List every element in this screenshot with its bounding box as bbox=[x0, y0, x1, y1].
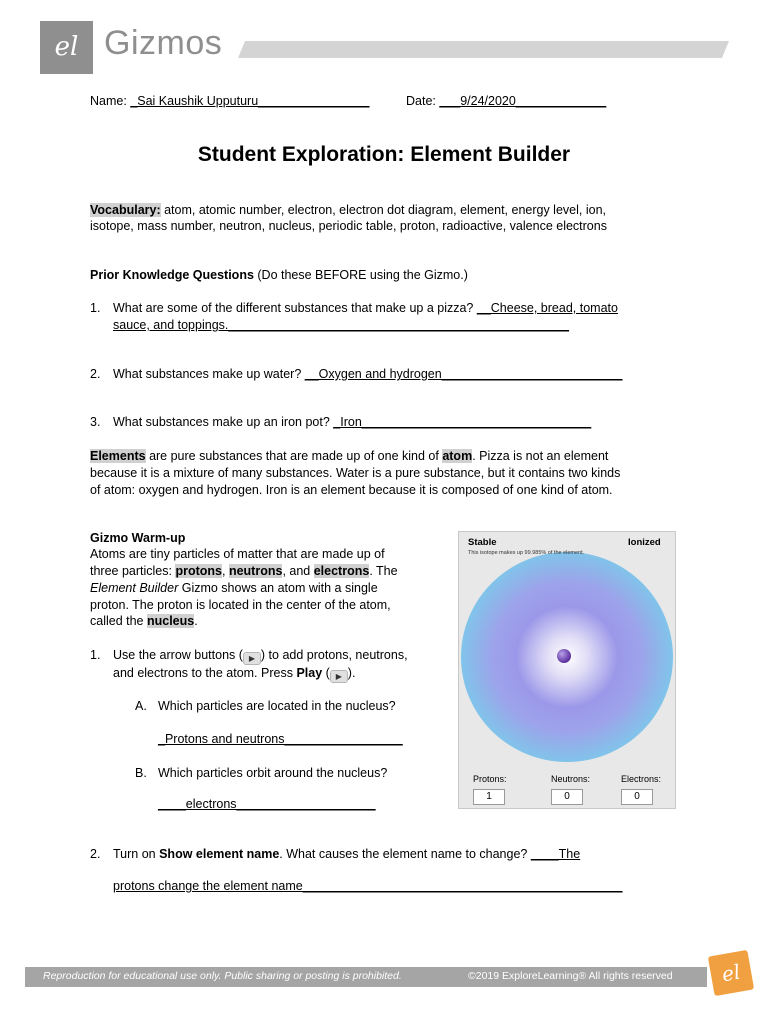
elements-para-line-2: because it is a mixture of many substances. Water is a pure substance, but it contains two kinds bbox=[90, 466, 621, 480]
term-protons: protons bbox=[175, 564, 222, 578]
prior-q2-line bbox=[113, 366, 622, 383]
elements-para-line-3: of atom: oxygen and hydrogen. Iron is an element because it is composed of one kind of atom. bbox=[90, 483, 613, 497]
brand-logo bbox=[40, 21, 93, 74]
term-elements: Elements bbox=[90, 449, 146, 463]
warmup-qa-letter: A. bbox=[135, 699, 147, 713]
ionized-label: Ionized bbox=[628, 537, 661, 548]
warmup-q1-l1b: ) to add protons, neutrons, bbox=[260, 648, 408, 662]
vocabulary-terms-2: isotope, mass number, neutron, nucleus, periodic table, proton, radioactive, valence electrons bbox=[90, 219, 607, 233]
warmup-line-2 bbox=[90, 563, 398, 580]
elements-text-2: . Pizza is not an element bbox=[472, 449, 609, 463]
isotope-note: This isotope makes up 99.985% of the element. bbox=[468, 550, 585, 556]
warmup-q1-l2a: and electrons to the atom. Press bbox=[113, 666, 297, 680]
badge-text: el bbox=[719, 959, 743, 987]
warmup-l3b: Gizmo shows an atom with a single bbox=[178, 581, 378, 595]
prior-q1-line-1 bbox=[113, 300, 618, 317]
warmup-q2-num: 2. bbox=[90, 847, 101, 861]
explorelearning-badge-icon bbox=[708, 950, 754, 996]
vocabulary-line-1 bbox=[90, 202, 606, 219]
protons-value: 1 bbox=[473, 789, 505, 805]
neutrons-value: 0 bbox=[551, 789, 583, 805]
warmup-q1-num: 1. bbox=[90, 648, 101, 662]
show-element-name-label: Show element name bbox=[159, 847, 280, 861]
warmup-heading-text: Gizmo Warm-up bbox=[90, 531, 186, 545]
prior-q1-num: 1. bbox=[90, 301, 101, 315]
warmup-l2b: . The bbox=[369, 564, 398, 578]
elements-text-1: are pure substances that are made up of one kind of bbox=[145, 449, 443, 463]
name-label: Name: bbox=[90, 94, 127, 108]
warmup-qb-text: Which particles orbit around the nucleus? bbox=[158, 766, 388, 780]
play-button-icon: ▶ bbox=[330, 670, 348, 683]
warmup-qb-letter: B. bbox=[135, 766, 147, 780]
prior-q3-line bbox=[113, 414, 591, 431]
warmup-line-3 bbox=[90, 580, 378, 597]
prior-heading: Prior Knowledge Questions bbox=[90, 268, 254, 282]
electrons-value: 0 bbox=[621, 789, 653, 805]
footer-bar bbox=[25, 967, 707, 987]
prior-q3-num: 3. bbox=[90, 415, 101, 429]
elements-para-line-1 bbox=[90, 448, 608, 465]
vocabulary-label: Vocabulary: bbox=[90, 203, 161, 217]
arrow-button-icon: ▶ bbox=[243, 652, 261, 665]
warmup-q2-answer-1: ____The bbox=[530, 847, 581, 861]
prior-q1-text: What are some of the different substances that make up a pizza? bbox=[113, 301, 474, 315]
prior-q2-answer: __Oxygen and hydrogen__________________________ bbox=[304, 367, 623, 381]
warmup-qb-answer: ____electrons____________________ bbox=[158, 797, 376, 811]
warmup-q2-line-1 bbox=[113, 846, 580, 863]
warmup-and: , and bbox=[282, 564, 314, 578]
warmup-q1-l1a: Use the arrow buttons ( bbox=[113, 648, 243, 662]
warmup-qa-answer: _Protons and neutrons_________________ bbox=[158, 732, 403, 746]
warmup-qa-text: Which particles are located in the nucleus? bbox=[158, 699, 396, 713]
prior-note: (Do these BEFORE using the Gizmo.) bbox=[253, 268, 468, 282]
prior-q2-text: What substances make up water? bbox=[113, 367, 302, 381]
vocabulary-terms-1: atom, atomic number, electron, electron dot diagram, element, energy level, ion, bbox=[160, 203, 606, 217]
warmup-q1-line-1 bbox=[113, 647, 408, 665]
neutrons-label: Neutrons: bbox=[551, 774, 591, 784]
prior-q2-num: 2. bbox=[90, 367, 101, 381]
page-title: Student Exploration: Element Builder bbox=[197, 143, 571, 166]
warmup-line-1: Atoms are tiny particles of matter that are made up of bbox=[90, 547, 385, 561]
play-label: Play bbox=[296, 666, 323, 680]
date-line bbox=[406, 94, 606, 108]
date-value: ___9/24/2020_____________ bbox=[439, 94, 607, 108]
term-atom: atom bbox=[442, 449, 473, 463]
date-label: Date: bbox=[406, 94, 436, 108]
name-value: _Sai Kaushik Upputuru________________ bbox=[130, 94, 370, 108]
warmup-q2-a: Turn on bbox=[113, 847, 160, 861]
footer-disclaimer: Reproduction for educational use only. Public sharing or posting is prohibited. bbox=[43, 970, 402, 982]
proton-particle bbox=[557, 649, 571, 663]
name-line bbox=[90, 94, 369, 108]
footer-copyright: ©2019 ExploreLearning® All rights reserved bbox=[468, 970, 673, 982]
prior-q1-answer-1: __Cheese, bread, tomato bbox=[476, 301, 618, 315]
warmup-q2-b: . What causes the element name to change? bbox=[279, 847, 531, 861]
prior-q3-answer: _Iron_________________________________ bbox=[333, 415, 592, 429]
warmup-l5a: called the bbox=[90, 614, 147, 628]
header-bar bbox=[238, 41, 729, 58]
prior-heading-line bbox=[90, 267, 468, 284]
warmup-q1-l2c: ). bbox=[347, 666, 356, 680]
warmup-heading bbox=[90, 530, 185, 547]
brand-name: Gizmos bbox=[104, 24, 223, 62]
warmup-l5b: . bbox=[194, 614, 198, 628]
term-electrons: electrons bbox=[313, 564, 370, 578]
gizmo-name-italic: Element Builder bbox=[90, 581, 179, 595]
stable-label: Stable bbox=[468, 537, 497, 548]
warmup-q1-l2b: ( bbox=[322, 666, 330, 680]
prior-q3-text: What substances make up an iron pot? bbox=[113, 415, 330, 429]
logo-text: el bbox=[54, 32, 79, 62]
warmup-line-4: proton. The proton is located in the center of the atom, bbox=[90, 598, 391, 612]
protons-label: Protons: bbox=[473, 774, 507, 784]
warmup-q2-answer-2: protons change the element name______________________________________________ bbox=[113, 879, 623, 893]
term-neutrons: neutrons bbox=[228, 564, 283, 578]
term-nucleus: nucleus bbox=[146, 614, 195, 628]
warmup-comma: , bbox=[222, 564, 229, 578]
warmup-q1-line-2 bbox=[113, 665, 355, 683]
prior-q1-answer-2: sauce, and toppings._________________________________________________ bbox=[113, 318, 570, 332]
warmup-l2a: three particles: bbox=[90, 564, 176, 578]
electrons-label: Electrons: bbox=[621, 774, 662, 784]
warmup-line-5 bbox=[90, 613, 198, 630]
